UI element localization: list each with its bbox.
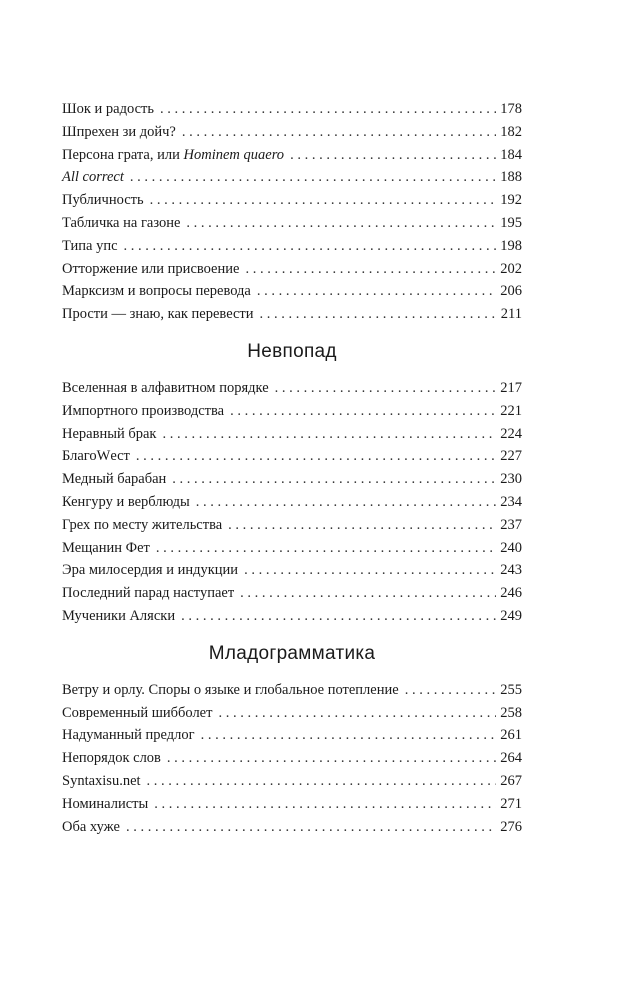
toc-entry[interactable] bbox=[62, 445, 522, 468]
dot-leader bbox=[186, 212, 496, 235]
entry-page-number: 255 bbox=[500, 681, 522, 698]
dot-leader bbox=[156, 537, 496, 560]
section-heading: Младограмматика bbox=[208, 642, 376, 664]
toc-entry[interactable] bbox=[62, 235, 522, 258]
entry-page-number: 217 bbox=[500, 379, 522, 396]
entry-title-text: Непорядок слов bbox=[62, 750, 161, 767]
toc-entry[interactable] bbox=[62, 559, 522, 582]
entry-page-number: 264 bbox=[500, 750, 522, 767]
toc-entry[interactable] bbox=[62, 98, 522, 121]
entry-title bbox=[62, 537, 150, 560]
dot-leader bbox=[172, 468, 496, 491]
entry-title-text: Ветру и орлу. Споры о языке и глобальное потепление bbox=[62, 681, 399, 698]
dot-leader bbox=[136, 445, 496, 468]
toc-entry[interactable] bbox=[62, 537, 522, 560]
toc-entry[interactable] bbox=[62, 212, 522, 235]
section-heading: Невпопад bbox=[247, 340, 337, 362]
entry-title bbox=[62, 605, 175, 628]
toc-entry[interactable] bbox=[62, 605, 522, 628]
entry-title-text: Мещанин Фет bbox=[62, 539, 150, 556]
toc-section bbox=[62, 98, 522, 326]
toc-entry[interactable] bbox=[62, 582, 522, 605]
entry-title-text: БлагоWест bbox=[62, 448, 130, 465]
entry-page-number: 188 bbox=[500, 169, 522, 186]
entry-title-text: Оба хуже bbox=[62, 818, 120, 835]
dot-leader bbox=[257, 280, 496, 303]
toc-entry[interactable] bbox=[62, 280, 522, 303]
entry-title bbox=[62, 166, 124, 189]
dot-leader bbox=[126, 816, 496, 839]
dot-leader bbox=[240, 582, 496, 605]
entry-page-number: 267 bbox=[500, 772, 522, 789]
toc-entry[interactable] bbox=[62, 816, 522, 839]
toc-entry[interactable] bbox=[62, 491, 522, 514]
entry-page-number: 234 bbox=[500, 493, 522, 510]
entry-title-text: Номиналисты bbox=[62, 795, 149, 812]
entry-title-text: Табличка на газоне bbox=[62, 214, 181, 231]
dot-leader bbox=[147, 770, 497, 793]
entry-page-number: 178 bbox=[500, 101, 522, 117]
dot-leader bbox=[160, 98, 496, 121]
entry-title-text: Прости — знаю, как перевести bbox=[62, 306, 254, 323]
entry-page-number: 184 bbox=[500, 146, 522, 163]
dot-leader bbox=[290, 144, 496, 167]
dot-leader bbox=[130, 166, 496, 189]
entry-title bbox=[62, 212, 180, 235]
entry-page-number: 221 bbox=[500, 402, 522, 419]
dot-leader bbox=[154, 793, 496, 816]
entry-page-number: 202 bbox=[500, 260, 522, 277]
entry-title-text: Типа упс bbox=[62, 237, 118, 254]
entry-page-number: 198 bbox=[500, 237, 522, 254]
entry-title bbox=[62, 514, 222, 537]
entry-title bbox=[62, 121, 176, 144]
entry-title bbox=[62, 582, 234, 605]
entry-title bbox=[62, 303, 254, 326]
entry-title-text: Современный шибболет bbox=[62, 704, 213, 721]
entry-title bbox=[62, 702, 212, 725]
toc-entry[interactable] bbox=[62, 377, 522, 400]
entry-title bbox=[62, 445, 130, 468]
entry-title bbox=[62, 189, 144, 212]
entry-title bbox=[62, 377, 269, 400]
toc-entry[interactable] bbox=[62, 679, 522, 702]
toc-entry[interactable] bbox=[62, 793, 522, 816]
entry-title-text: Последний парад наступает bbox=[62, 585, 235, 602]
entry-page-number: 237 bbox=[500, 516, 522, 533]
dot-leader bbox=[228, 514, 496, 537]
entry-title-text: Отторжение или присвоение bbox=[62, 260, 240, 277]
dot-leader bbox=[218, 702, 496, 725]
dot-leader bbox=[182, 121, 496, 144]
entry-page-number: 206 bbox=[500, 283, 522, 300]
entry-title bbox=[62, 235, 118, 258]
entry-title bbox=[62, 770, 141, 793]
entry-title-text: Кенгуру и верблюды bbox=[62, 493, 190, 510]
dot-leader bbox=[181, 605, 496, 628]
entry-title-text: Грех по месту жительства bbox=[62, 516, 223, 533]
toc-entry[interactable] bbox=[62, 400, 522, 423]
dot-leader bbox=[275, 377, 497, 400]
dot-leader bbox=[245, 258, 496, 281]
entry-page-number: 276 bbox=[500, 818, 522, 835]
toc-entry[interactable] bbox=[62, 423, 522, 446]
dot-leader bbox=[167, 747, 496, 770]
entry-title-text: Шпрехен зи дойч? bbox=[62, 123, 176, 140]
dot-leader bbox=[124, 235, 497, 258]
entry-page-number: 261 bbox=[500, 727, 522, 744]
entry-page-number: 271 bbox=[500, 795, 522, 812]
entry-title-text: Марксизм и вопросы перевода bbox=[62, 283, 251, 300]
entry-page-number: 246 bbox=[500, 585, 522, 602]
dot-leader bbox=[201, 724, 497, 747]
toc-entry[interactable] bbox=[62, 144, 522, 167]
entry-title bbox=[62, 724, 195, 747]
toc-section bbox=[62, 335, 522, 628]
entry-title bbox=[62, 747, 161, 770]
toc-entry[interactable] bbox=[62, 514, 522, 537]
entry-page-number: 243 bbox=[500, 562, 522, 579]
entry-title bbox=[62, 144, 284, 167]
toc-entry[interactable] bbox=[62, 189, 522, 212]
toc-entry[interactable] bbox=[62, 770, 522, 793]
entry-page-number: 195 bbox=[500, 214, 522, 231]
entry-title-text: Персона грата, или bbox=[62, 146, 184, 163]
toc-entry[interactable] bbox=[62, 702, 522, 725]
toc-entry[interactable] bbox=[62, 724, 522, 747]
entry-title bbox=[62, 400, 224, 423]
entry-title-text: Неравный брак bbox=[62, 425, 157, 442]
entry-title bbox=[62, 491, 190, 514]
entry-page-number: 258 bbox=[500, 704, 522, 721]
toc-entry[interactable] bbox=[62, 468, 522, 491]
entry-title bbox=[62, 280, 251, 303]
dot-leader bbox=[150, 189, 497, 212]
entry-title bbox=[62, 679, 399, 702]
entry-title bbox=[62, 98, 154, 121]
entry-title bbox=[62, 559, 238, 582]
dot-leader bbox=[260, 303, 497, 326]
toc-entry[interactable] bbox=[62, 303, 522, 326]
entry-title bbox=[62, 468, 166, 491]
entry-page-number: 230 bbox=[500, 471, 522, 488]
entry-title-text: Шок и радость bbox=[62, 101, 154, 117]
dot-leader bbox=[230, 400, 496, 423]
entry-title-text: Медный барабан bbox=[62, 471, 167, 488]
entry-title bbox=[62, 793, 148, 816]
table-of-contents bbox=[62, 98, 522, 838]
entry-title-text: Эра милосердия и индукции bbox=[62, 562, 239, 579]
dot-leader bbox=[196, 491, 497, 514]
entry-title-text: Надуманный предлог bbox=[62, 727, 195, 744]
entry-page-number: 182 bbox=[500, 123, 522, 140]
toc-entry[interactable] bbox=[62, 258, 522, 281]
entry-title-italic: Hominem quaero bbox=[183, 146, 285, 163]
entry-page-number: 192 bbox=[500, 192, 522, 209]
entry-title bbox=[62, 423, 156, 446]
entry-title bbox=[62, 258, 239, 281]
entry-page-number: 249 bbox=[500, 607, 522, 624]
entry-title-text: Мученики Аляски bbox=[62, 607, 176, 624]
entry-page-number: 224 bbox=[500, 425, 522, 442]
entry-title-text: Syntaxisu.net bbox=[62, 772, 141, 789]
dot-leader bbox=[162, 423, 496, 446]
entry-title bbox=[62, 816, 120, 839]
toc-entry[interactable] bbox=[62, 747, 522, 770]
entry-page-number: 211 bbox=[500, 306, 522, 323]
entry-page-number: 240 bbox=[500, 539, 522, 556]
entry-title-italic: All correct bbox=[62, 169, 124, 186]
entry-title-text: Публичность bbox=[62, 192, 144, 209]
entry-title-text: Вселенная в алфавитном порядке bbox=[62, 379, 269, 396]
dot-leader bbox=[244, 559, 496, 582]
toc-entry[interactable] bbox=[62, 121, 522, 144]
entry-title-text: Импортного производства bbox=[62, 402, 225, 419]
toc-entry[interactable] bbox=[62, 166, 522, 189]
toc-section bbox=[62, 637, 522, 839]
entry-page-number: 227 bbox=[500, 448, 522, 465]
dot-leader bbox=[405, 679, 497, 702]
